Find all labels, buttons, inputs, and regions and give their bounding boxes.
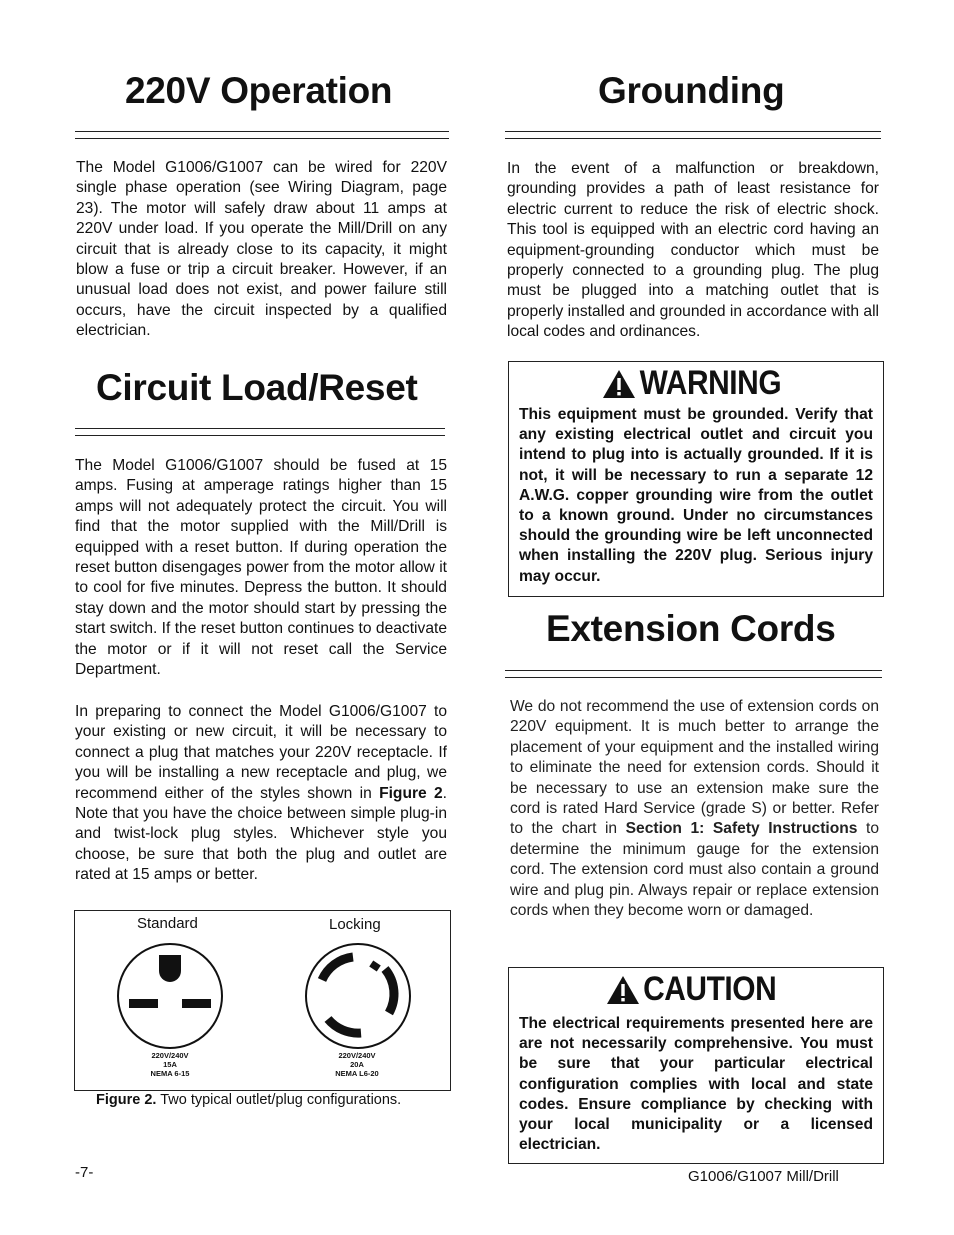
locking-outlet-icon (303, 941, 413, 1051)
extension-body: We do not recommend the use of extension cords on 220V equipment. It is much better to arrange the placement of your equipment and the installed wiring to eliminate the need for extension cords. Should it be necessary to use an extension make sure the cord is rated Hard Service (grade S) or better. Refer to the chart in Section 1: Safety Instructions to determine the minimum gauge for the extension cord. The extension cord must also contain a ground wire and plug pin. Always repair or replace extension cords when they become worn or damaged. (510, 698, 879, 920)
section-title-circuit-load-reset: Circuit Load/Reset (96, 367, 418, 408)
locking-spec: 220V/240V 20A NEMA L6-20 (335, 1051, 379, 1078)
warning-heading: WARNING (509, 364, 883, 403)
safety-section-ref: Section 1: Safety Instructions (625, 820, 858, 838)
footer-model: G1006/G1007 Mill/Drill (688, 1168, 839, 1185)
operation-body: The Model G1006/G1007 can be wired for 220V single phase operation (see Wiring Diagram, page 23). The motor will safely draw about 11 amps at 220V under load. If you operate the Mill/Drill on any circuit that is already close to its capacity, it might blow a fuse or trip a circuit breaker. However, if an unusual load does not exist, and power failure still occurs, have the circuit inspected by a qualified electrician. (76, 159, 447, 340)
locking-label: Locking (329, 916, 381, 933)
section-title-220v-operation: 220V Operation (125, 70, 393, 111)
caution-heading: CAUTION (509, 970, 883, 1009)
figure-2 (74, 910, 451, 1091)
title-rule (505, 670, 882, 678)
grounding-body: In the event of a malfunction or breakdown, grounding provides a path of least resistance for electric current to reduce the risk of electric shock. This tool is equipped with an electric cord having an equipment-grounding conductor which must be properly connected to a grounding plug. The plug must be plugged into a matching outlet that is properly installed and grounded in accordance with all local codes and ordinances. (507, 160, 879, 341)
warning-box (508, 361, 884, 597)
caution-box (508, 967, 884, 1164)
figure-caption: Figure 2. Two typical outlet/plug configurations. (96, 1092, 402, 1108)
title-rule (505, 131, 881, 139)
caution-triangle-icon (606, 974, 640, 1006)
warning-text: This equipment must be grounded. Verify that any existing electrical outlet and circuit you intend to plug into is actually grounded. If it is not, it will be necessary to run a separate 12 A.W.G. copper grounding wire from the outlet to a known ground. Under no circumstances should the grounding wire be left unconnected when installing the 220V plug. Serious injury may occur. (519, 406, 873, 585)
standard-spec: 220V/240V 15A NEMA 6-15 (150, 1051, 190, 1078)
section-title-extension-cords: Extension Cords (546, 608, 836, 649)
title-rule (75, 131, 449, 139)
title-rule (75, 428, 445, 436)
caution-text: The electrical requirements presented here are are not necessarily comprehensive. You must be sure that your particular electrical configuration complies with local and state codes. Ensure compliance by checking with your local municipality or a licensed electrician. (519, 1015, 873, 1154)
circuit-body-1: The Model G1006/G1007 should be fused at 15 amps. Fusing at amperage ratings higher than 15 amps will not adequately protect the circuit. You will find that the motor supplied with the Mill/Drill is equipped with a reset button. If during operation the reset button disengages power from the motor allow it to cool for five minutes. Depress the button. It should stay down and the motor should start by pressing the start switch. If the reset button continues to deactivate the motor or if it will not reset call the Service Department. (75, 457, 447, 679)
figure-ref: Figure 2 (379, 784, 443, 802)
circuit-body-2: In preparing to connect the Model G1006/G1007 to your existing or new circuit, it will be necessary to connect a plug that matches your 220V receptacle. If you will be installing a new receptacle and plug, we recommend either of the styles shown in Figure 2. Note that you have the choice between simple plug-in and twist-lock plug styles. Whichever style you choose, be sure that both the plug and outlet are rated at 15 amps or better. (75, 703, 448, 884)
standard-label: Standard (137, 915, 198, 932)
section-title-grounding: Grounding (598, 70, 785, 111)
warning-triangle-icon (602, 368, 636, 400)
page-number: -7- (75, 1164, 94, 1181)
standard-outlet-icon (115, 941, 225, 1051)
